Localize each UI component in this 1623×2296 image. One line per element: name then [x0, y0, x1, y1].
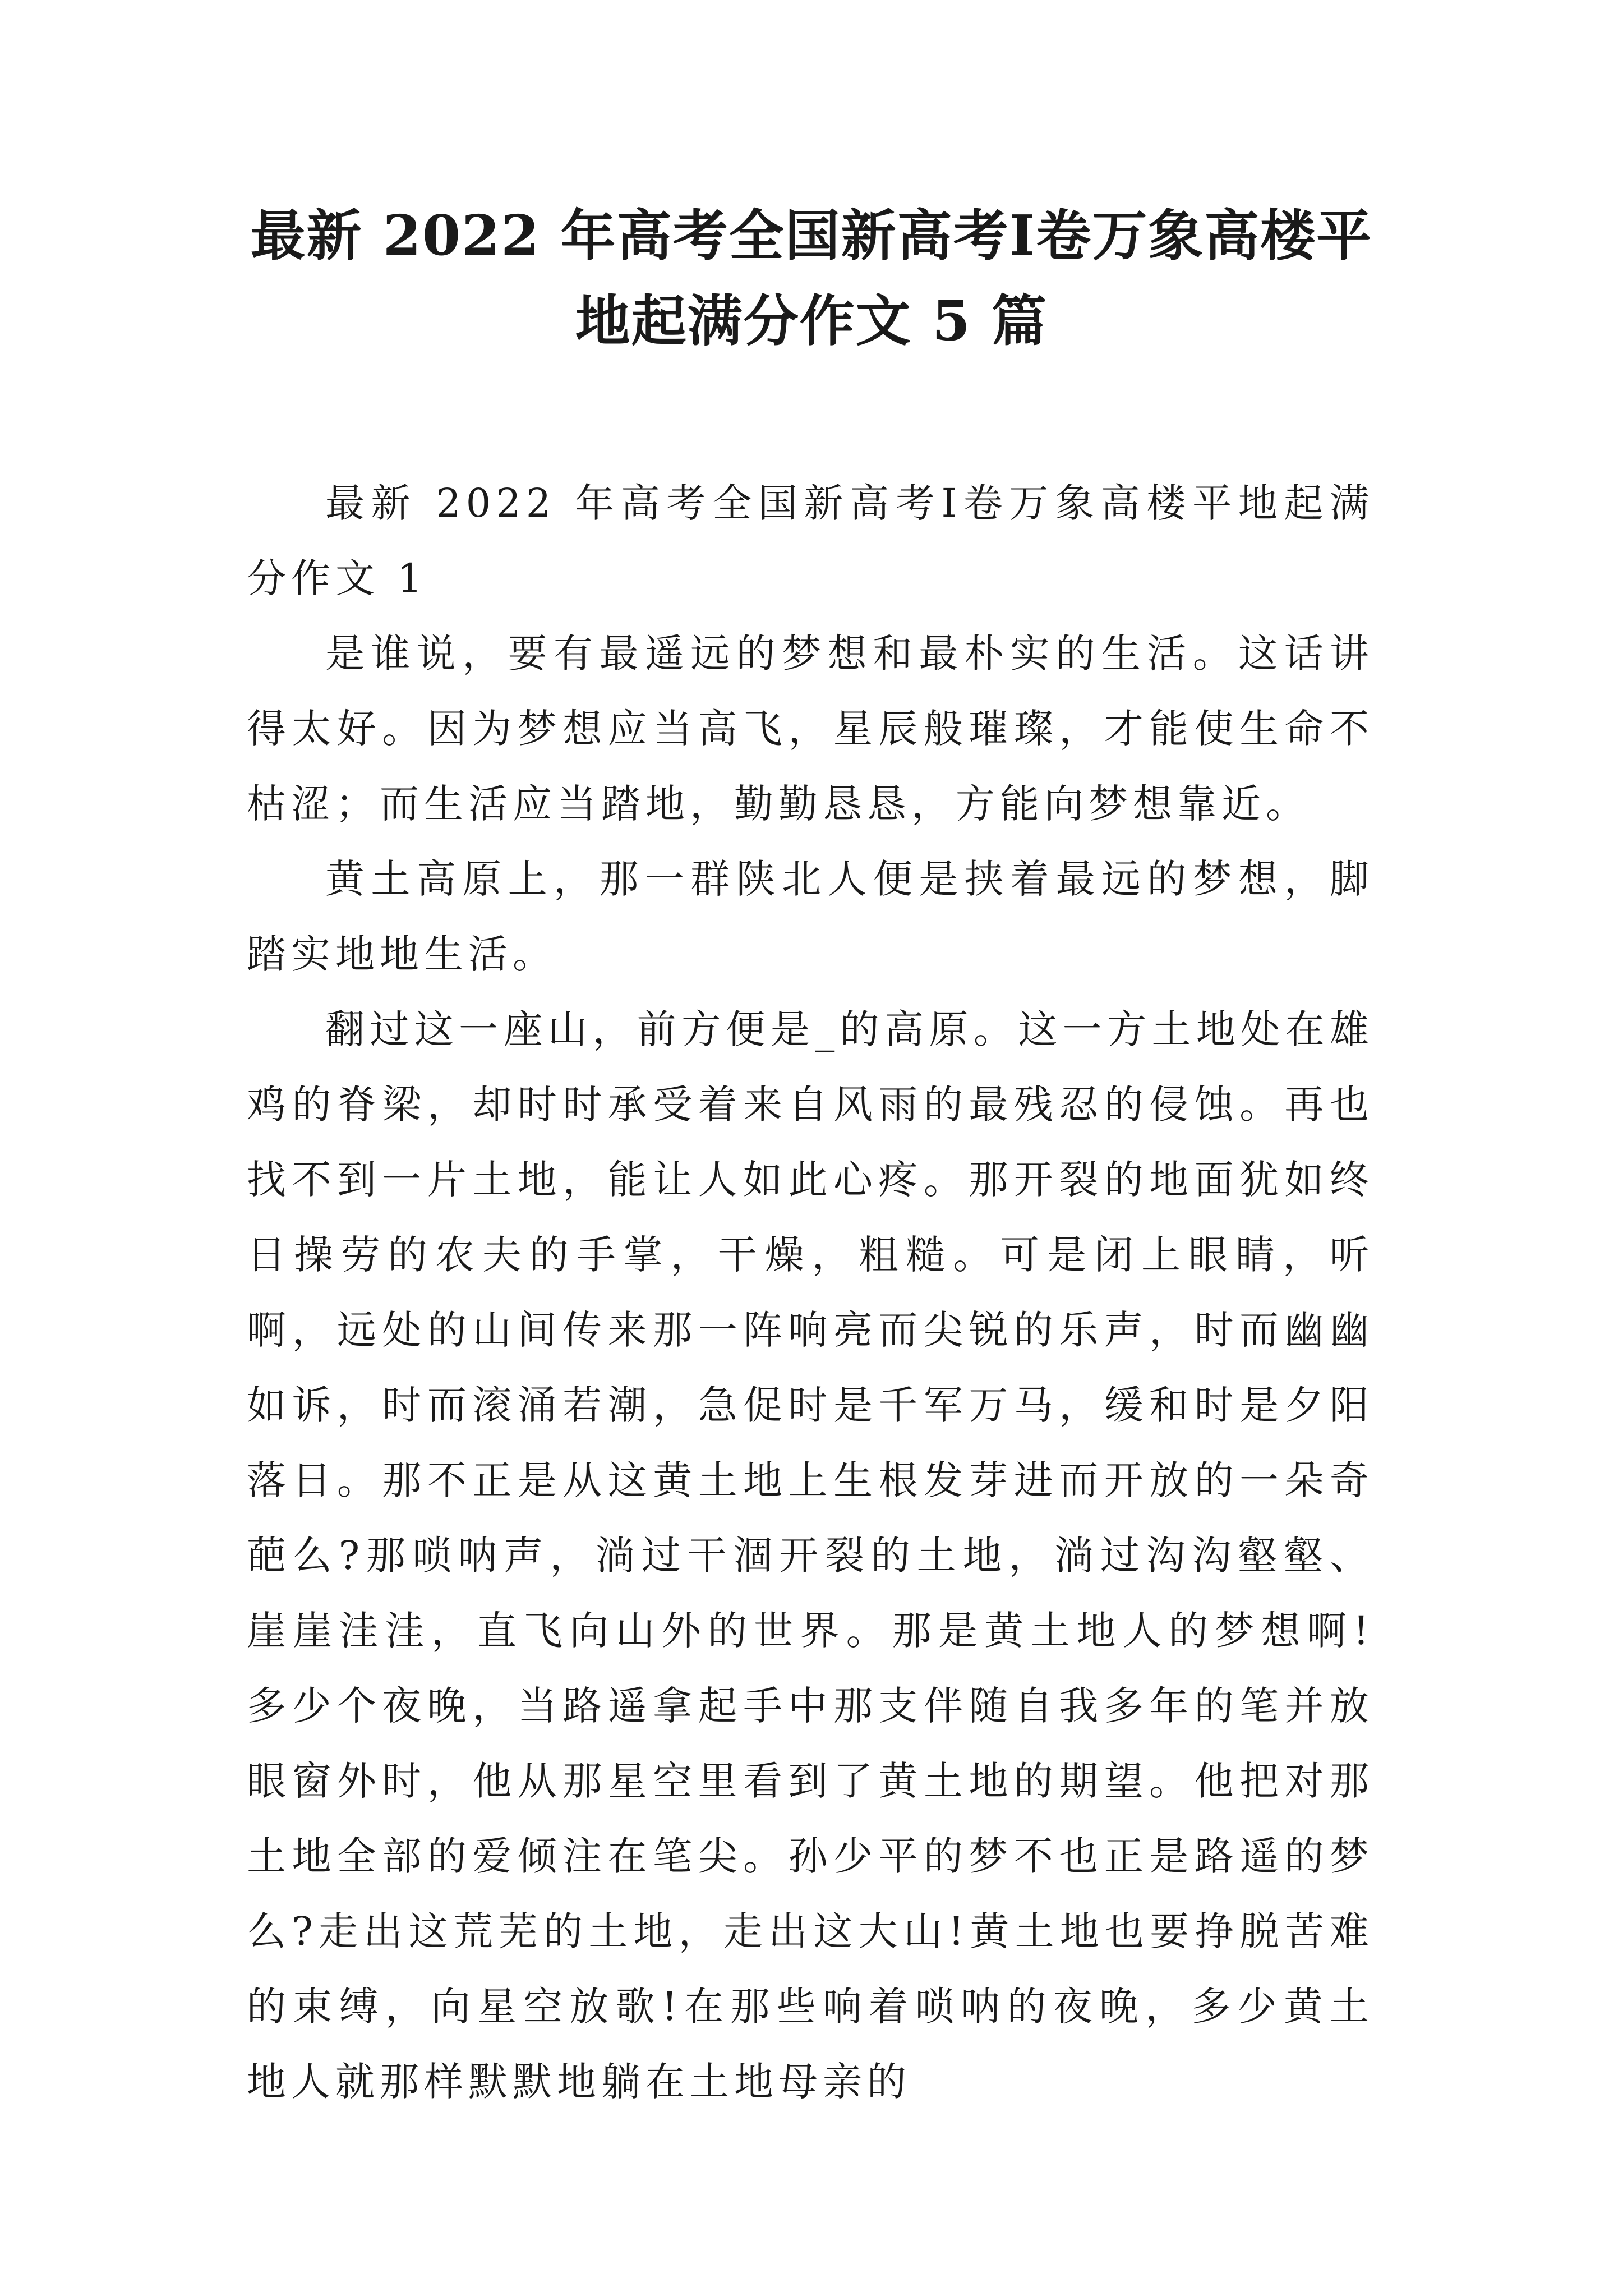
- paragraph: 翻过这一座山，前方便是_的高原。这一方土地处在雄鸡的脊梁，却时时承受着来自风雨的最残忍的侵蚀。再也找不到一片土地，能让人如此心疼。那开裂的地面犹如终日操劳的农夫的手掌，干燥，粗糙。可是闭上眼睛，听啊，远处的山间传来那一阵响亮而尖锐的乐声，时而幽幽如诉，时而滚涌若潮，急促时是千军万马，缓和时是夕阳落日。那不正是从这黄土地上生根发芽进而开放的一朵奇葩么?那唢呐声，淌过干涸开裂的土地，淌过沟沟壑壑、崖崖洼洼，直飞向山外的世界。那是黄土地人的梦想啊!多少个夜晚，当路遥拿起手中那支伴随自我多年的笔并放眼窗外时，他从那星空里看到了黄土地的期望。他把对那土地全部的爱倾注在笔尖。孙少平的梦不也正是路遥的梦么?走出这荒芜的土地，走出这大山!黄土地也要挣脱苦难的束缚，向星空放歌!在那些响着唢呐的夜晚，多少黄土地人就那样默默地躺在土地母亲的: [247, 1006, 1374, 2105]
- document-title: 最新 2022 年高考全国新高考Ⅰ卷万象高楼平地起满分作文 5 篇: [250, 204, 1373, 353]
- document-body: [247, 466, 1374, 2119]
- paragraph: 黄土高原上，那一群陕北人便是挟着最远的梦想，脚踏实地地生活。: [247, 856, 1374, 977]
- paragraph: 是谁说，要有最遥远的梦想和最朴实的生活。这话讲得太好。因为梦想应当高飞，星辰般璀璨，才能使生命不枯涩；而生活应当踏地，勤勤恳恳，方能向梦想靠近。: [247, 631, 1374, 827]
- paragraph-subtitle: 最新 2022 年高考全国新高考Ⅰ卷万象高楼平地起满分作文 1: [247, 480, 1374, 601]
